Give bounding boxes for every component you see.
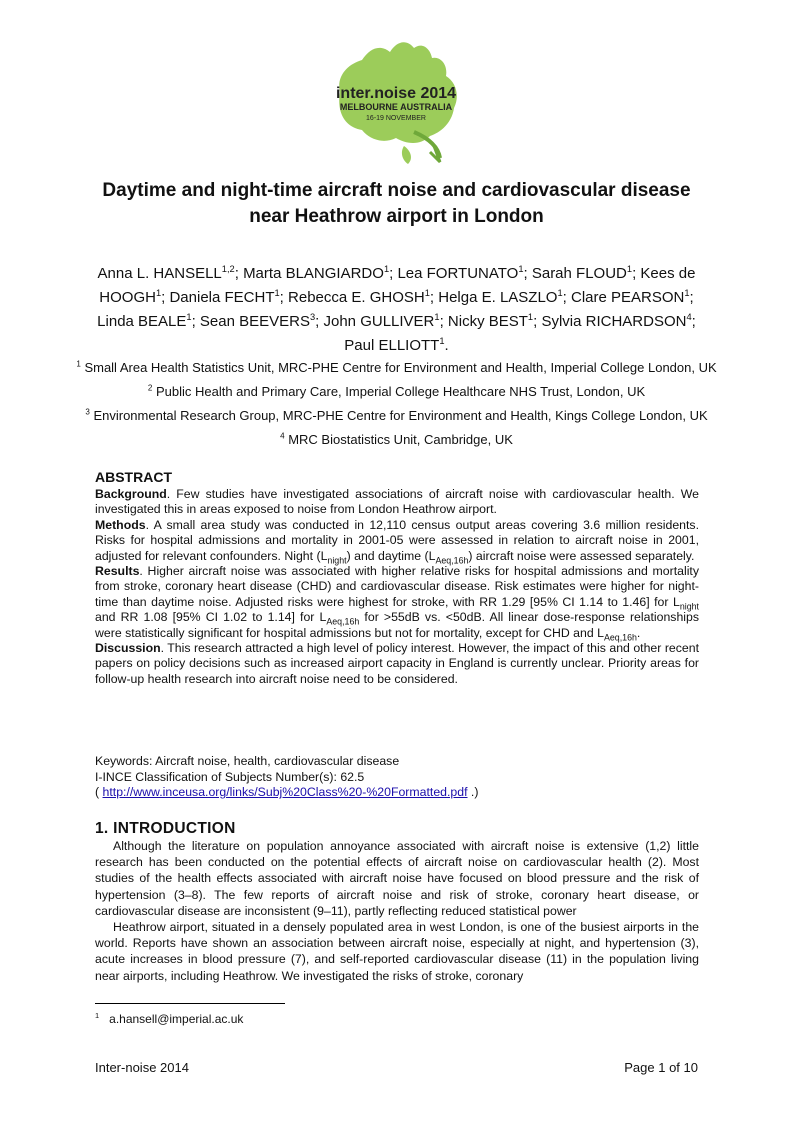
australia-map-icon: [318, 34, 474, 168]
intro-paragraph-2: Heathrow airport, situated in a densely populated area in west London, is one of the busiest airports in the world. Reports have shown an association between aircraft noise, especially at night, and hypertension (3), acute increases in blood pressure (7), and self-reported cardiovascular disease (11) in the population living near airports, including Heathrow. We investigated the risks of stroke, coronary: [95, 920, 699, 983]
author: Kees de HOOGH$^1$: [99, 265, 696, 306]
author: Nicky BEST$^1$: [447, 312, 534, 330]
classification-link[interactable]: http://www.inceusa.org/links/Subj%20Class%20-%20Formatted.pdf: [102, 785, 468, 800]
abstract-results: Results. Higher aircraft noise was associated with higher relative risks for hospital admissions and mortality from stroke, coronary heart disease (CHD) and cardiovascular disease. Risk estimates were higher for night-time than daytime noise. Adjusted risks were highest for stroke, with RR 1.29 [95% CI 1.14 to 1.46] for $L_{night}$ and RR 1.08 [95% CI 1.02 to 1.14] for $L_{Aeq,16h}$ for >55dB vs. <50dB. All linear dose-response relationships were statistically significant for hospital admissions but not for mortality, except for CHD and $L_{Aeq,16h}$.: [95, 564, 700, 643]
author: Clare PEARSON$^1$: [571, 288, 690, 306]
footer-conference: Inter-noise 2014: [95, 1060, 189, 1075]
affiliation-4: $^4$ MRC Biostatistics Unit, Cambridge, UK: [280, 431, 513, 447]
introduction-heading: 1. INTRODUCTION: [95, 820, 236, 837]
conference-logo: [318, 34, 474, 168]
svg-text:16-19 NOVEMBER: 16-19 NOVEMBER: [366, 115, 426, 122]
footnote: $^1$ a.hansell@imperial.ac.uk: [95, 1011, 244, 1026]
title-line-2: near Heathrow airport in London: [249, 206, 544, 227]
footer-page-number: Page 1 of 10: [624, 1060, 698, 1075]
abstract-body: [95, 487, 699, 687]
svg-text:inter.noise 2014: inter.noise 2014: [335, 85, 457, 102]
author: Linda BEALE$^1$: [97, 312, 192, 330]
footnote-email: a.hansell@imperial.ac.uk: [109, 1012, 244, 1026]
paper-title: [60, 178, 733, 230]
affiliation-1: $^1$ Small Area Health Statistics Unit, MRC-PHE Centre for Environment and Health, Imperial College London, UK: [76, 359, 717, 375]
author: Rebecca E. GHOSH$^1$: [288, 288, 430, 306]
classification-link-line: ( http://www.inceusa.org/links/Subj%20Class%20-%20Formatted.pdf .): [95, 785, 479, 800]
abstract-background: Background. Few studies have investigated associations of aircraft noise with cardiovascular health. We investigated this in areas exposed to noise from London Heathrow airport.: [95, 487, 699, 517]
author: Daniela FECHT$^1$: [169, 288, 280, 306]
author: Lea FORTUNATO$^1$: [397, 264, 524, 282]
introduction-body: [95, 838, 699, 984]
abstract-heading: ABSTRACT: [95, 469, 172, 485]
author-list: Anna L. HANSELL$^{1,2}$; Marta BLANGIARDO$^1$; Lea FORTUNATO$^1$; Sarah FLOUD$^1$; Kees de HOOGH$^1$; Daniela FECHT$^1$; Rebecca E. GHOSH$^1$; Helga E. LASZLO$^1$; Clare PEARSON$^1$; Linda BEALE$^1$; Sean BEEVERS$^3$; John GULLIVER$^1$; Nicky BEST$^1$; Sylvia RICHARDSON$^4$; Paul ELLIOTT$^1$.: [97, 264, 696, 354]
author: Marta BLANGIARDO$^1$: [243, 264, 390, 282]
keywords-block: [95, 754, 478, 801]
abstract-discussion: Discussion. This research attracted a high level of policy interest. However, the impact of this and other recent papers on policy decisions such as increased airport capacity in England is currently unclear. Priority areas for follow-up health research into aircraft noise need to be considered.: [95, 641, 699, 686]
author: Sean BEEVERS$^3$: [199, 312, 316, 330]
author: Helga E. LASZLO$^1$: [438, 288, 563, 306]
svg-text:MELBOURNE AUSTRALIA: MELBOURNE AUSTRALIA: [339, 102, 453, 112]
author: Anna L. HANSELL$^{1,2}$: [97, 264, 235, 282]
author: John GULLIVER$^1$: [323, 312, 440, 330]
affiliation-3: $^3$ Environmental Research Group, MRC-PHE Centre for Environment and Health, Kings College London, UK: [85, 407, 708, 423]
abstract-methods: Methods. A small area study was conducted in 12,110 census output areas covering 3.6 million residents. Risks for hospital admissions and mortality in 2001-05 were assessed in relation to aircraft noise in 2001, adjusted for relevant confounders. Night $(L_{night})$ and daytime $(L_{Aeq,16h})$ aircraft noise were assessed separately.: [95, 517, 699, 566]
author: Paul ELLIOTT$^1$: [344, 336, 445, 354]
intro-paragraph-1: Although the literature on population annoyance associated with aircraft noise is extensive (1,2) little research has been conducted on the potential effects of aircraft noise on cardiovascular health (2). Most studies of the health effects associated with aircraft noise have focused on blood pressure and the risk of hypertension (3–8). The few reports of aircraft noise and risk of stroke, coronary heart disease, or cardiovascular disease are inconsistent (9–11), partly reflecting reduced statistical power: [95, 839, 699, 918]
footnote-rule: [95, 1003, 285, 1004]
author: Sarah FLOUD$^1$: [531, 264, 633, 282]
classification-line: I-INCE Classification of Subjects Number(s): 62.5: [95, 769, 365, 784]
keywords-line: Keywords: Aircraft noise, health, cardiovascular disease: [95, 754, 400, 768]
affiliation-2: $^2$ Public Health and Primary Care, Imperial College Healthcare NHS Trust, London, UK: [147, 383, 646, 399]
author: Sylvia RICHARDSON$^4$: [541, 312, 692, 330]
title-line-1: Daytime and night-time aircraft noise and cardiovascular disease: [102, 180, 691, 201]
